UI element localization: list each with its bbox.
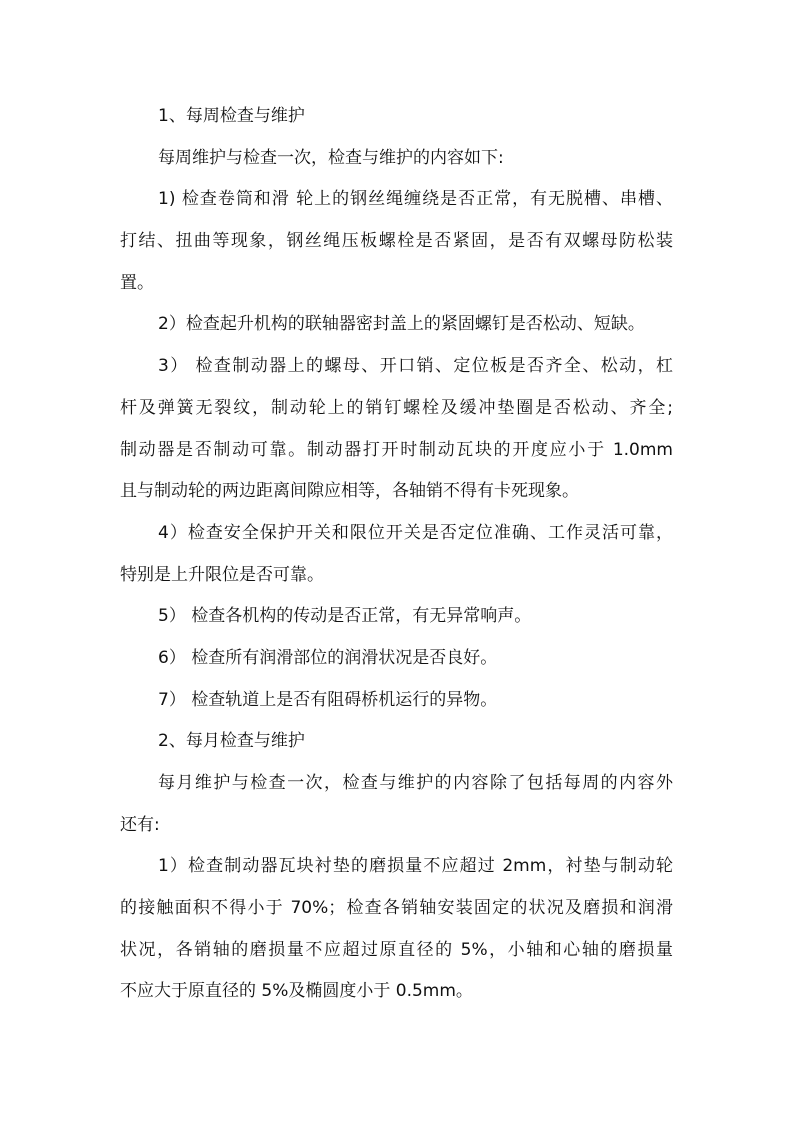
- paragraph-line: 2、每月检查与维护: [158, 731, 305, 752]
- document-body: [120, 96, 673, 1013]
- paragraph-line: 5） 检查各机构的传动是否正常，有无异常响声。: [158, 606, 532, 627]
- paragraph-line: 且与制动轮的两边距离间隙应相等，各轴销不得有卡死现象。: [120, 481, 579, 502]
- paragraph: [120, 638, 673, 680]
- paragraph-line: 制动器是否制动可靠。制动器打开时制动瓦块的开度应小于 1.0mm: [120, 439, 673, 460]
- paragraph: [120, 513, 673, 596]
- paragraph-line: 每月维护与检查一次，检查与维护的内容除了包括每周的内容外: [158, 773, 673, 793]
- paragraph: [120, 596, 673, 638]
- paragraph: [120, 680, 673, 722]
- paragraph: [120, 96, 673, 138]
- paragraph-line: 4）检查安全保护开关和限位开关是否定位准确、工作灵活可靠，: [158, 522, 673, 543]
- paragraph-line: 1）检查制动器瓦块衬垫的磨损量不应超过 2mm，衬垫与制动轮: [158, 856, 673, 877]
- paragraph: [120, 846, 673, 1013]
- paragraph-line: 7） 检查轨道上是否有阻碍桥机运行的异物。: [158, 689, 498, 710]
- paragraph-line: 打结、扭曲等现象，钢丝绳压板螺栓是否紧固，是否有双螺母防松装: [120, 231, 673, 252]
- paragraph-line: 还有:: [120, 814, 160, 835]
- paragraph-line: 置。: [120, 272, 154, 293]
- paragraph: [120, 721, 673, 763]
- paragraph-line: 杆及弹簧无裂纹，制动轮上的销钉螺栓及缓冲垫圈是否松动、齐全;: [120, 397, 673, 418]
- paragraph-line: 不应大于原直径的 5%及椭圆度小于 0.5mm。: [120, 981, 473, 1002]
- paragraph: [120, 346, 673, 513]
- paragraph-line: 特别是上升限位是否可靠。: [120, 564, 324, 585]
- paragraph: [120, 138, 673, 180]
- paragraph: [120, 304, 673, 346]
- paragraph-line: 2）检查起升机构的联轴器密封盖上的紧固螺钉是否松动、短缺。: [158, 314, 645, 335]
- paragraph-line: 的接触面积不得小于 70%；检查各销轴安装固定的状况及磨损和润滑: [120, 898, 673, 919]
- paragraph-line: 6） 检查所有润滑部位的润滑状况是否良好。: [158, 647, 498, 668]
- paragraph: [120, 763, 673, 846]
- paragraph-line: 每周维护与检查一次，检查与维护的内容如下:: [158, 147, 504, 168]
- paragraph-line: 状况，各销轴的磨损量不应超过原直径的 5%，小轴和心轴的磨损量: [120, 939, 673, 960]
- paragraph: [120, 179, 673, 304]
- paragraph-line: 1) 检查卷筒和滑 轮上的钢丝绳缠绕是否正常，有无脱槽、串槽、: [158, 189, 673, 210]
- paragraph-line: 3） 检查制动器上的螺母、开口销、定位板是否齐全、松动，杠: [158, 356, 673, 377]
- paragraph-line: 1、每周检查与维护: [158, 106, 305, 126]
